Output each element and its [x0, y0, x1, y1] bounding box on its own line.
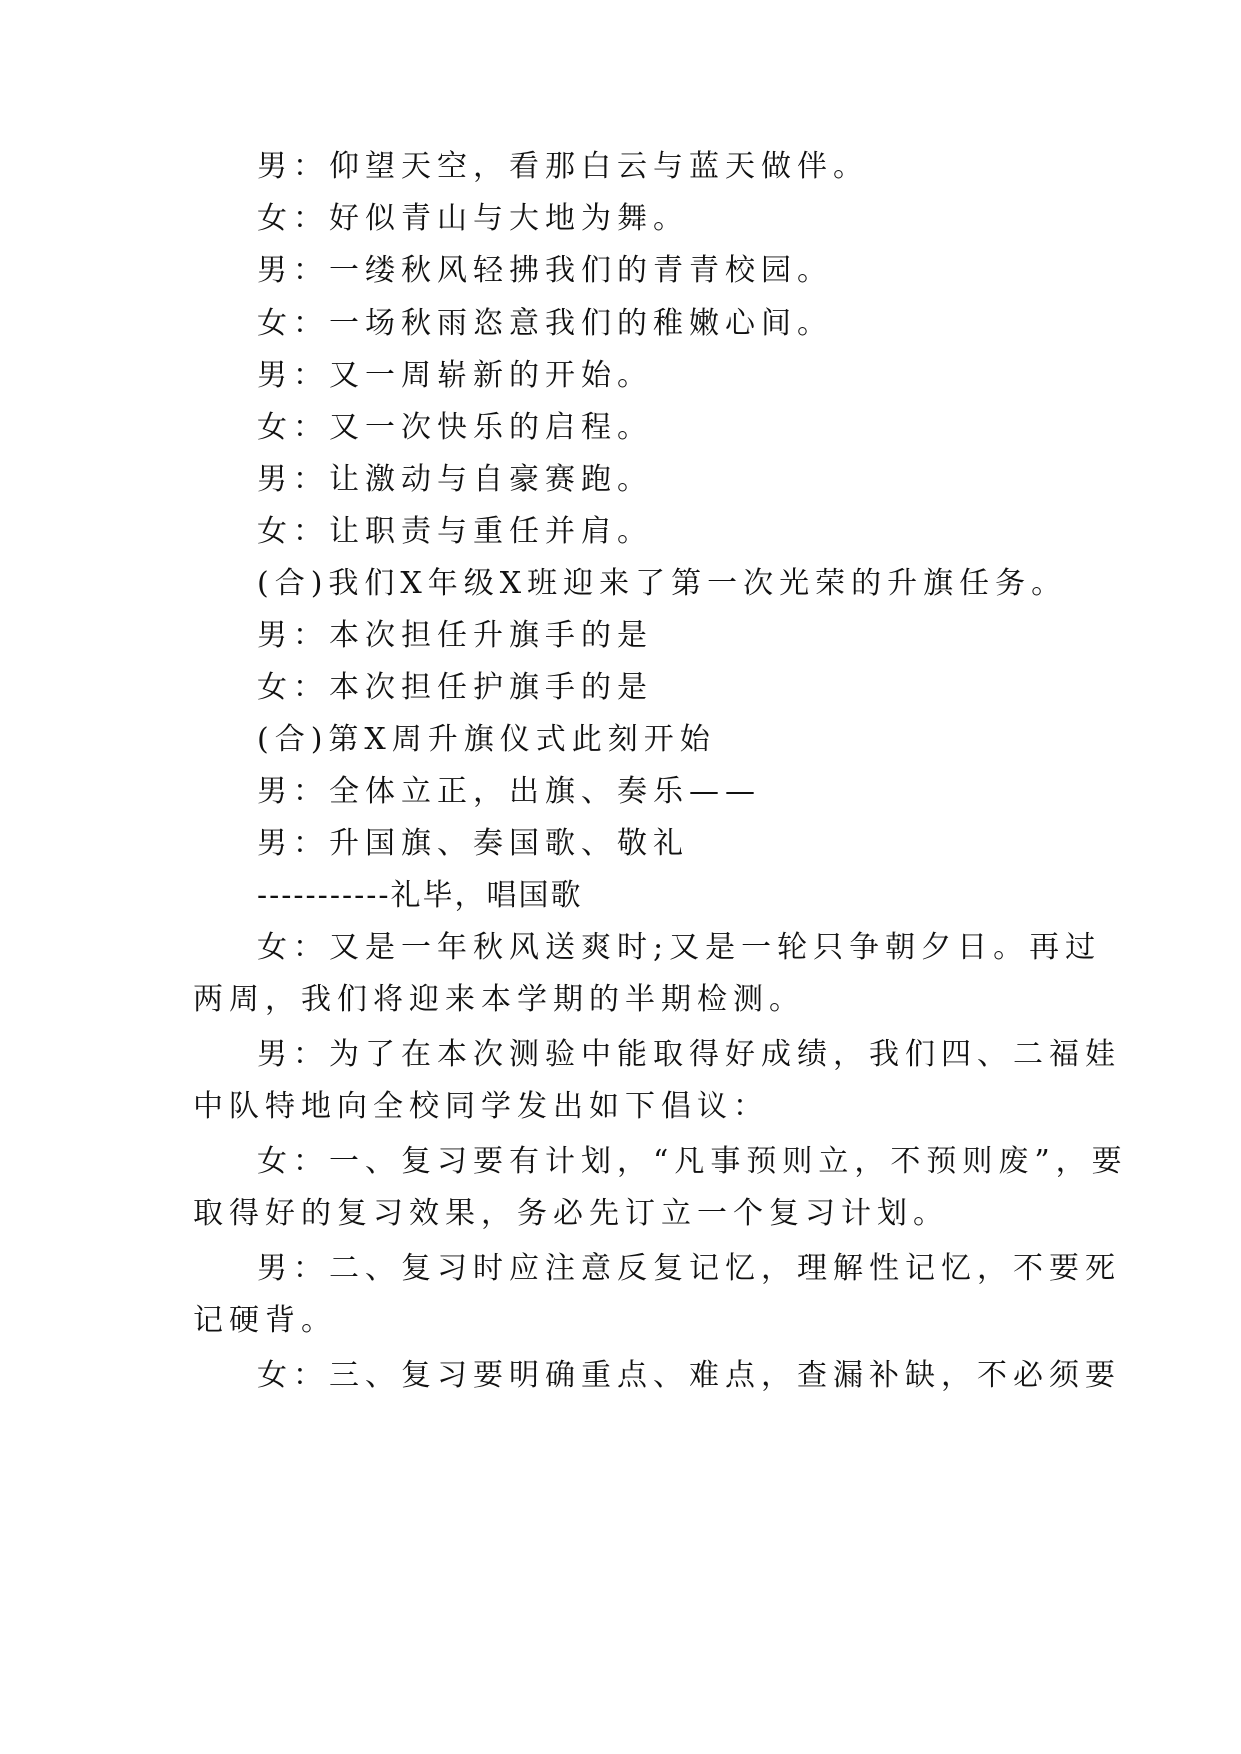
- text-line: 中队特地向全校同学发出如下倡议：: [193, 1089, 769, 1124]
- text-line: 男：二、复习时应注意反复记忆，理解性记忆，不要死: [257, 1251, 1121, 1286]
- text-line: 记硬背。: [193, 1303, 337, 1338]
- text-line: 男：本次担任升旗手的是: [257, 618, 653, 653]
- text-line: -----------礼毕，唱国歌: [257, 878, 583, 913]
- text-line: 男：升国旗、奏国歌、敬礼: [257, 826, 689, 861]
- text-line: 女：一场秋雨恣意我们的稚嫩心间。: [257, 306, 833, 341]
- text-line: 两周，我们将迎来本学期的半期检测。: [193, 982, 805, 1017]
- text-line: (合)第X周升旗仪式此刻开始: [257, 722, 716, 757]
- text-line: 男：全体立正，出旗、奏乐——: [257, 774, 761, 809]
- text-line: 男：为了在本次测验中能取得好成绩，我们四、二福娃: [257, 1037, 1121, 1072]
- text-line: 女：三、复习要明确重点、难点，查漏补缺，不必须要: [257, 1358, 1121, 1393]
- text-line: 取得好的复习效果，务必先订立一个复习计划。: [193, 1196, 949, 1231]
- text-line: 男：一缕秋风轻拂我们的青青校园。: [257, 253, 833, 288]
- text-line: 女：好似青山与大地为舞。: [257, 201, 689, 236]
- text-line: (合)我们X年级X班迎来了第一次光荣的升旗任务。: [257, 566, 1068, 601]
- text-line: 男：让激动与自豪赛跑。: [257, 462, 653, 497]
- text-line: 男：又一周崭新的开始。: [257, 358, 653, 393]
- text-line: 女：本次担任护旗手的是: [257, 670, 653, 705]
- text-line: 男：仰望天空，看那白云与蓝天做伴。: [257, 149, 869, 184]
- text-line: 女：又一次快乐的启程。: [257, 410, 653, 445]
- text-line: 女：让职责与重任并肩。: [257, 514, 653, 549]
- text-line: 女：又是一年秋风送爽时;又是一轮只争朝夕日。再过: [257, 930, 1102, 965]
- text-line: 女：一、复习要有计划，“凡事预则立，不预则废”，要: [257, 1144, 1128, 1179]
